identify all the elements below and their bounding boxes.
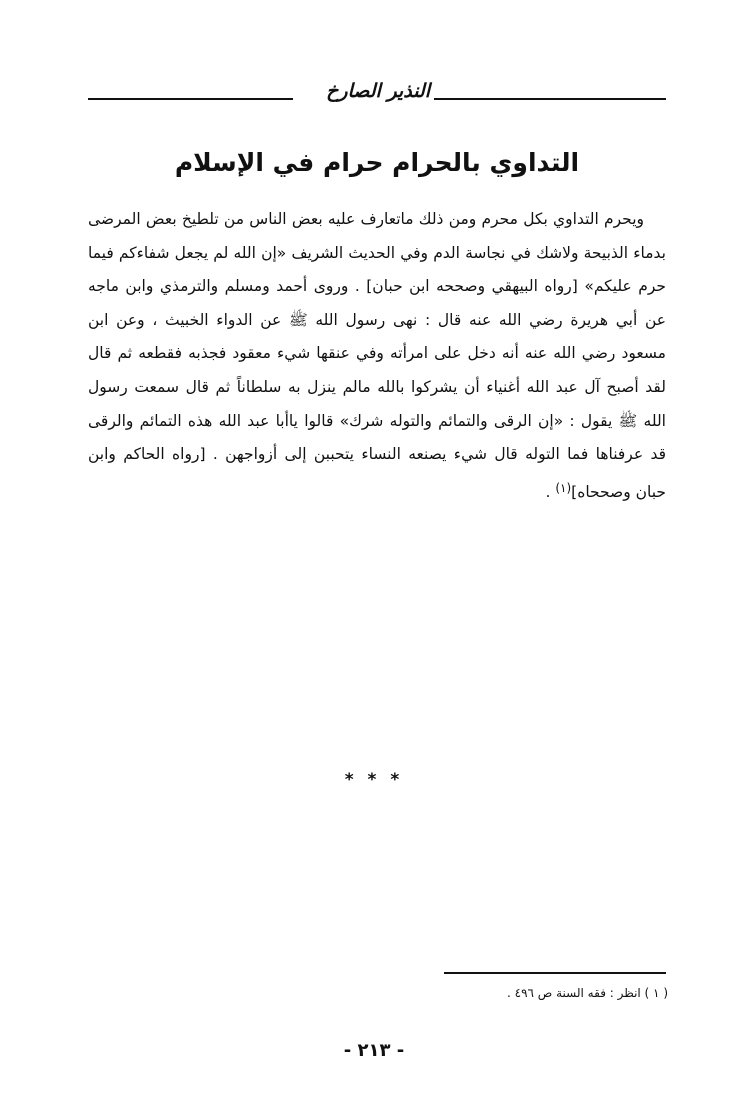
body-text bbox=[88, 203, 666, 509]
footnote-reference: (١) bbox=[555, 480, 572, 495]
paragraph-text: ويحرم التداوي بكل محرم ومن ذلك ماتعارف عليه بعض الناس من تلطيخ بعض المرضى بدماء الذبيحة ولاشك في نجاسة الدم وفي الحديث الشريف «إن الله لم يجعل شفاءكم فيما حرم عليكم» [رواه البيهقي وصححه ابن حبان] . وروى أحمد ومسلم والترمذي وابن ماجه عن أبي هريرة رضي الله عنه قال : نهى رسول الله ﷺ عن الدواء الخبيث ، وعن ابن مسعود رضي الله عنه أنه دخل على امرأته وفي عنقها شيء معقود فجذبه فقطعه ثم قال لقد أصبح آل عبد الله أغنياء أن يشركوا بالله مالم ينزل به سلطاناً ثم قال سمعت رسول الله ﷺ يقول : «إن الرقى والتمائم والتوله شرك» قالوا ياأبا عبد الله هذه التمائم والرقى قد عرفناها فما التوله قال شيء يصنعه النساء يتحببن إلى أزواجهن . [رواه الحاكم وابن حبان وصححاه] bbox=[88, 210, 666, 501]
header-rule-left bbox=[88, 98, 293, 100]
paragraph-end-mark: . bbox=[545, 482, 551, 501]
section-separator: * * * bbox=[344, 770, 404, 790]
page-number: - ٢١٣ - bbox=[343, 1040, 405, 1061]
header-rule-right bbox=[434, 98, 666, 100]
body-paragraph bbox=[88, 203, 666, 509]
footnote: ( ١ ) انظر : فقه السنة ص ٤٩٦ . bbox=[507, 986, 668, 1000]
section-title: التداوي بالحرام حرام في الإسلام bbox=[174, 148, 580, 177]
footnote-rule bbox=[444, 972, 666, 974]
running-header bbox=[88, 80, 666, 110]
running-title: النذير الصارخ bbox=[326, 80, 430, 102]
